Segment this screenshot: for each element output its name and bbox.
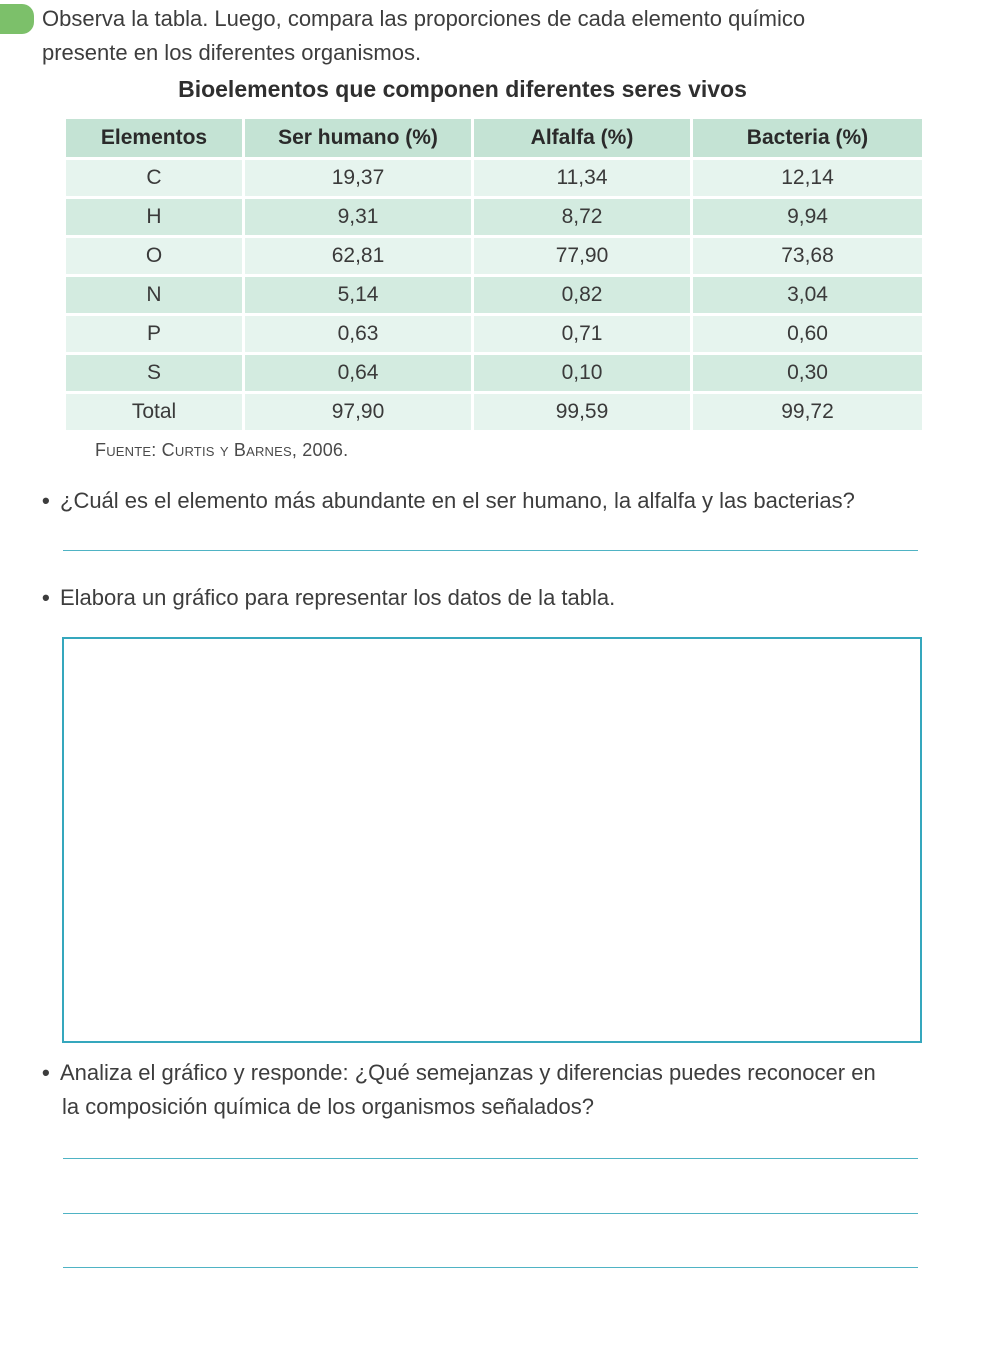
- table-row-total: [66, 394, 922, 430]
- question-2-text: Elabora un gráfico para representar los datos de la tabla.: [60, 585, 616, 610]
- cell-value: 19,37: [245, 160, 471, 196]
- cell-value: 0,82: [474, 277, 690, 313]
- activity-badge: [0, 4, 34, 34]
- table-row: [66, 160, 922, 196]
- cell-value: 0,30: [693, 355, 922, 391]
- chart-drawing-area[interactable]: [62, 637, 922, 1043]
- table-title: Bioelementos que componen diferentes seres vivos: [178, 76, 747, 102]
- cell-value: 8,72: [474, 199, 690, 235]
- answer-line-1[interactable]: [63, 550, 918, 551]
- instruction-text: [42, 2, 922, 70]
- table-row: [66, 355, 922, 391]
- bullet-icon: •: [42, 488, 50, 513]
- cell-value: 0,71: [474, 316, 690, 352]
- answer-line-2[interactable]: [63, 1158, 918, 1159]
- question-2: [42, 581, 922, 615]
- header-elementos: Elementos: [66, 119, 242, 157]
- bullet-icon: •: [42, 585, 50, 610]
- cell-element: P: [66, 316, 242, 352]
- table-source: Fuente: Curtis y Barnes, 2006.: [95, 440, 349, 460]
- cell-element: H: [66, 199, 242, 235]
- cell-value: 3,04: [693, 277, 922, 313]
- cell-element: O: [66, 238, 242, 274]
- question-3-text-line-2: la composición química de los organismos señalados?: [62, 1094, 594, 1119]
- cell-element: N: [66, 277, 242, 313]
- answer-line-3[interactable]: [63, 1213, 918, 1214]
- table-row: [66, 238, 922, 274]
- question-3: [42, 1056, 922, 1124]
- table-header-row: [66, 119, 922, 157]
- bullet-icon: •: [42, 1060, 50, 1085]
- header-alfalfa: Alfalfa (%): [474, 119, 690, 157]
- cell-value: 97,90: [245, 394, 471, 430]
- answer-line-4[interactable]: [63, 1267, 918, 1268]
- table-row: [66, 199, 922, 235]
- cell-value: 62,81: [245, 238, 471, 274]
- cell-value: 11,34: [474, 160, 690, 196]
- table-row: [66, 277, 922, 313]
- cell-value: 99,59: [474, 394, 690, 430]
- cell-value: 12,14: [693, 160, 922, 196]
- cell-value: 0,63: [245, 316, 471, 352]
- cell-value: 9,31: [245, 199, 471, 235]
- cell-value: 73,68: [693, 238, 922, 274]
- cell-element: Total: [66, 394, 242, 430]
- cell-value: 9,94: [693, 199, 922, 235]
- question-1: [42, 484, 922, 518]
- instruction-line-2: presente en los diferentes organismos.: [42, 40, 422, 65]
- instruction-line-1: Observa la tabla. Luego, compara las proporciones de cada elemento químico: [42, 6, 806, 31]
- cell-element: C: [66, 160, 242, 196]
- cell-value: 99,72: [693, 394, 922, 430]
- cell-element: S: [66, 355, 242, 391]
- cell-value: 0,60: [693, 316, 922, 352]
- header-ser-humano: Ser humano (%): [245, 119, 471, 157]
- question-3-text-line-1: Analiza el gráfico y responde: ¿Qué semejanzas y diferencias puedes reconocer en: [60, 1060, 876, 1085]
- cell-value: 77,90: [474, 238, 690, 274]
- header-bacteria: Bacteria (%): [693, 119, 922, 157]
- bioelements-table: [63, 116, 925, 433]
- cell-value: 5,14: [245, 277, 471, 313]
- question-1-text: ¿Cuál es el elemento más abundante en el ser humano, la alfalfa y las bacterias?: [60, 488, 855, 513]
- table-row: [66, 316, 922, 352]
- cell-value: 0,64: [245, 355, 471, 391]
- cell-value: 0,10: [474, 355, 690, 391]
